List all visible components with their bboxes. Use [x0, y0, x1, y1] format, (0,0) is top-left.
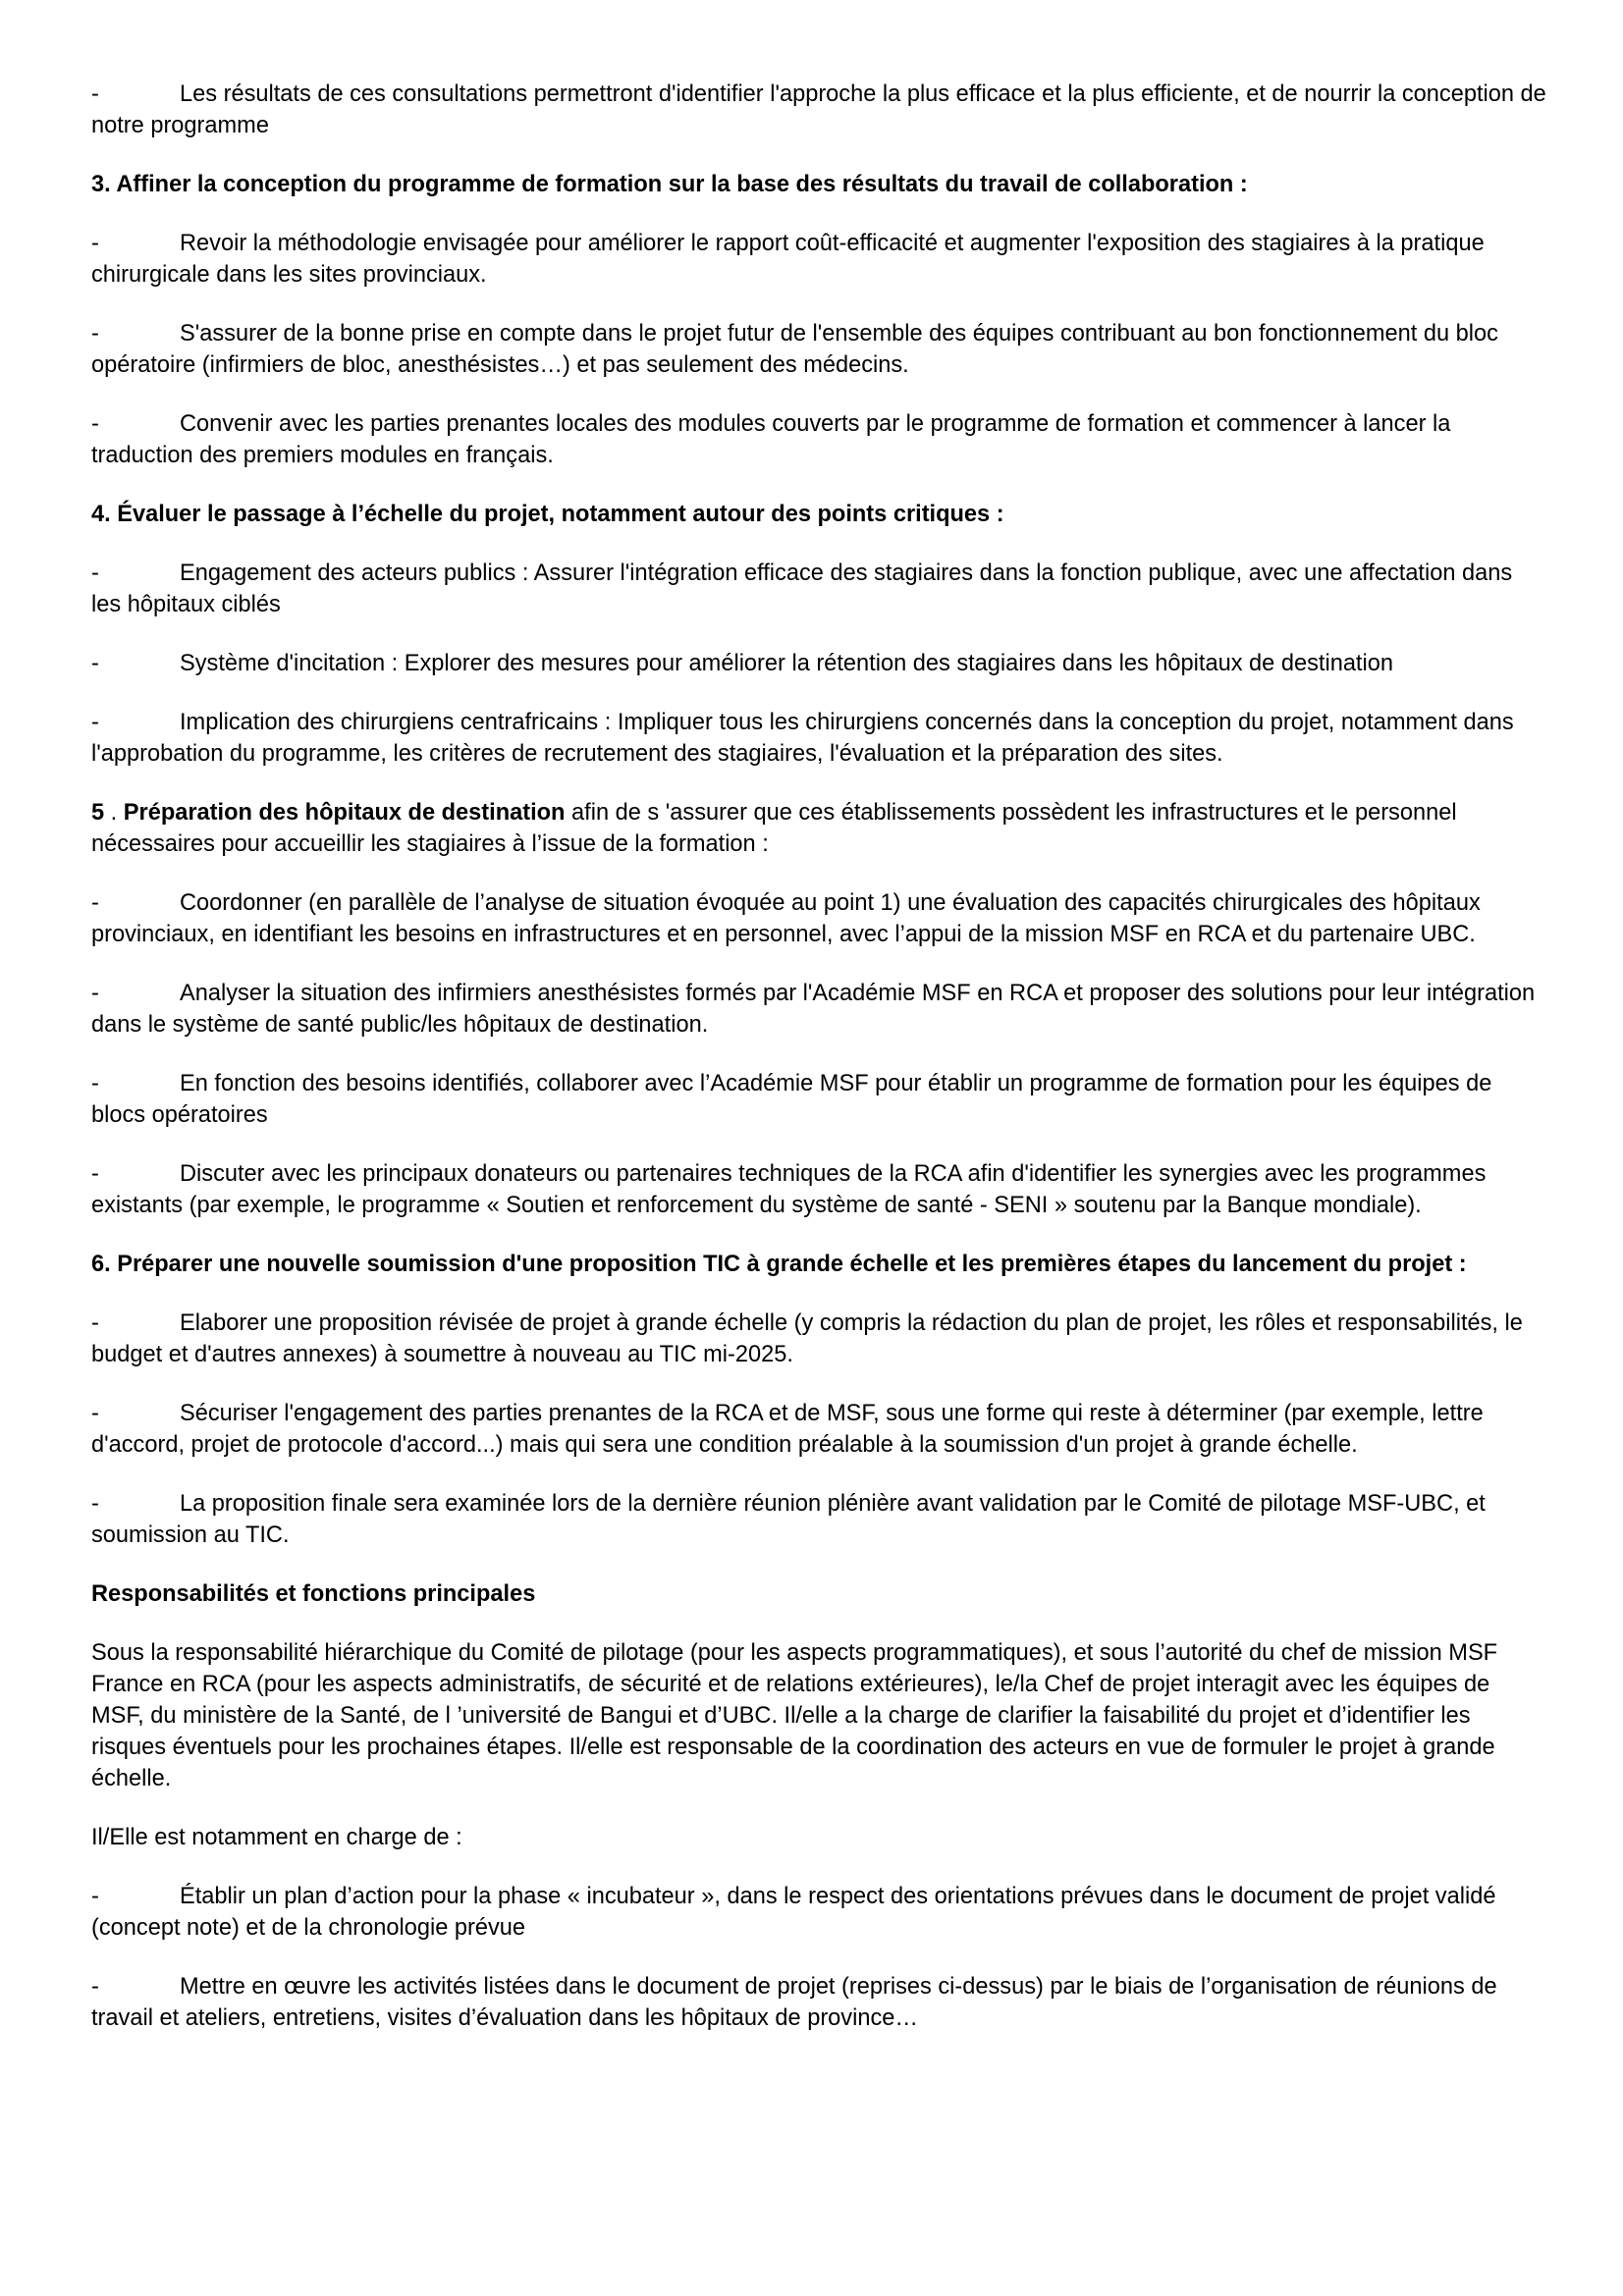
bullet-item: - Engagement des acteurs publics : Assurer l'intégration efficace des stagiaires dans la fonction publique, avec une affectation dans les hôpitaux ciblés [91, 561, 1513, 617]
section-heading: 6. Préparer une nouvelle soumission d'une proposition TIC à grande échelle et les premières étapes du lancement du projet : [91, 1252, 1467, 1277]
bullet-item: - Elaborer une proposition révisée de projet à grande échelle (y compris la rédaction du plan de projet, les rôles et responsabilités, le budget et d'autres annexes) à soumettre à nouveau au TIC mi-2025. [91, 1310, 1523, 1367]
bullet-item: - Sécuriser l'engagement des parties prenantes de la RCA et de MSF, sous une forme qui reste à déterminer (par exemple, lettre d'accord, projet de protocole d'accord...) mais qui sera une condition préalable à la soumission d'un projet à grande échelle. [91, 1401, 1484, 1458]
body-paragraph: Sous la responsabilité hiérarchique du Comité de pilotage (pour les aspects programmatiques), et sous l’autorité du chef de mission MSF France en RCA (pour les aspects administratifs, de sécurité et de relations extérieures), le/la Chef de projet interagit avec les équipes de MSF, du ministère de la Santé, de l ’université de Bangui et d’UBC. Il/elle a la charge de clarifier la faisabilité du projet et d’identifier les risques éventuels pour les prochaines étapes. Il/elle est responsable de la coordination des acteurs en vue de formuler le projet à grande échelle. [91, 1640, 1498, 1791]
bullet-item: - Établir un plan d’action pour la phase « incubateur », dans le respect des orientations prévues dans le document de projet validé (concept note) et de la chronologie prévue [91, 1884, 1496, 1941]
section-heading-mixed: 5 . Préparation des hôpitaux de destination afin de s 'assurer que ces établissements possèdent les infrastructures et le personnel nécessaires pour accueillir les stagiaires à l’issue de la formation : [91, 800, 1457, 857]
section-heading: 3. Affiner la conception du programme de formation sur la base des résultats du travail de collaboration : [91, 172, 1248, 197]
bullet-item: - Discuter avec les principaux donateurs ou partenaires techniques de la RCA afin d'identifier les synergies avec les programmes existants (par exemple, le programme « Soutien et renforcement du système de santé - SENI » soutenu par la Banque mondiale). [91, 1161, 1487, 1218]
bullet-item: - Mettre en œuvre les activités listées dans le document de projet (reprises ci-dessus) par le biais de l’organisation de réunions de travail et ateliers, entretiens, visites d’évaluation dans les hôpitaux de province… [91, 1974, 1497, 2031]
section-heading: 4. Évaluer le passage à l’échelle du projet, notamment autour des points critiques : [91, 502, 1004, 527]
bullet-item: - En fonction des besoins identifiés, collaborer avec l’Académie MSF pour établir un programme de formation pour les équipes de blocs opératoires [91, 1071, 1492, 1128]
document-page [91, 79, 1546, 2061]
body-paragraph: Il/Elle est notamment en charge de : [91, 1825, 462, 1850]
bullet-item: - Convenir avec les parties prenantes locales des modules couverts par le programme de formation et commencer à lancer la traduction des premiers modules en français. [91, 411, 1451, 468]
bullet-item: - Analyser la situation des infirmiers anesthésistes formés par l'Académie MSF en RCA et proposer des solutions pour leur intégration dans le système de santé public/les hôpitaux de destination. [91, 981, 1536, 1038]
section-heading: Responsabilités et fonctions principales [91, 1581, 536, 1607]
bullet-item: - Les résultats de ces consultations permettront d'identifier l'approche la plus efficace et la plus efficiente, et de nourrir la conception de notre programme [91, 81, 1546, 138]
bullet-item: - S'assurer de la bonne prise en compte dans le projet futur de l'ensemble des équipes contribuant au bon fonctionnement du bloc opératoire (infirmiers de bloc, anesthésistes…) et pas seulement des médecins. [91, 321, 1498, 378]
bullet-item: - Implication des chirurgiens centrafricains : Impliquer tous les chirurgiens concernés dans la conception du projet, notamment dans l'approbation du programme, les critères de recrutement des stagiaires, l'évaluation et la préparation des sites. [91, 710, 1514, 767]
bullet-item: - Coordonner (en parallèle de l’analyse de situation évoquée au point 1) une évaluation des capacités chirurgicales des hôpitaux provinciaux, en identifiant les besoins en infrastructures et en personnel, avec l’appui de la mission MSF en RCA et du partenaire UBC. [91, 890, 1481, 947]
bullet-item: - Système d'incitation : Explorer des mesures pour améliorer la rétention des stagiaires dans les hôpitaux de destination [91, 651, 1393, 676]
bullet-item: - La proposition finale sera examinée lors de la dernière réunion plénière avant validation par le Comité de pilotage MSF-UBC, et soumission au TIC. [91, 1491, 1486, 1548]
bullet-item: - Revoir la méthodologie envisagée pour améliorer le rapport coût-efficacité et augmenter l'exposition des stagiaires à la pratique chirurgicale dans les sites provinciaux. [91, 231, 1485, 288]
